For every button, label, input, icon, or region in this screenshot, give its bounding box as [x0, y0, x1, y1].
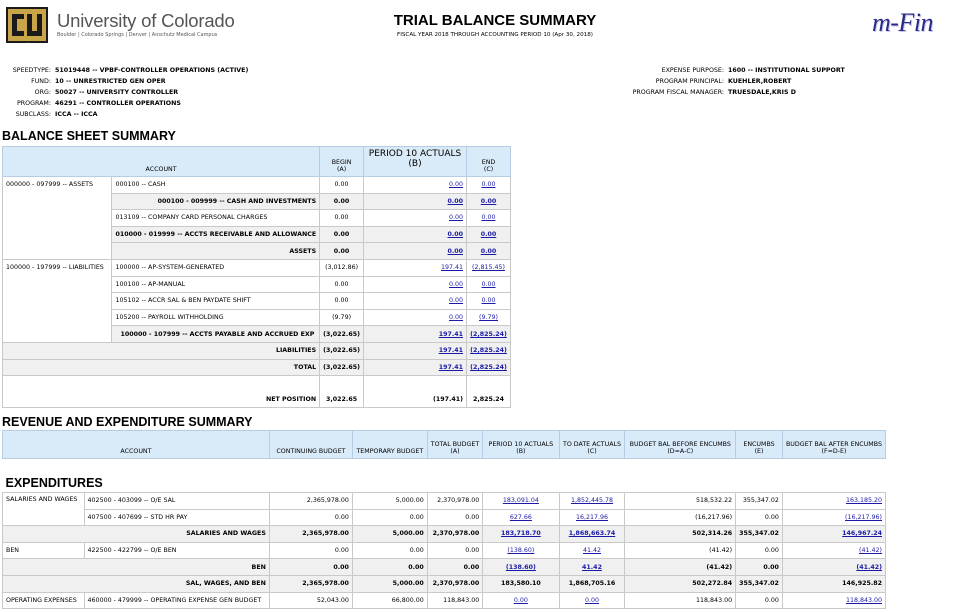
encumbs-cell: 355,347.02 — [736, 575, 783, 592]
end-link[interactable]: (9.79) — [479, 314, 498, 322]
encumbs-cell: 355,347.02 — [736, 493, 783, 510]
encumbs-cell: 0.00 — [736, 559, 783, 576]
total-cell: 0.00 — [427, 559, 482, 576]
end-link[interactable]: 0.00 — [481, 280, 496, 288]
account-cell: 422500 - 422799 -- O/E BEN — [84, 542, 269, 559]
account-cell: BEN — [3, 559, 270, 576]
table-row — [3, 177, 511, 194]
speedtype-info — [0, 65, 248, 120]
period-link[interactable]: 0.00 — [449, 314, 464, 322]
period-link[interactable]: 627.66 — [509, 513, 532, 521]
end-link[interactable]: 0.00 — [480, 197, 497, 205]
account-cell: TOTAL — [3, 359, 320, 376]
todate-cell: 1,868,705.16 — [559, 575, 625, 592]
temp-cell: 5,000.00 — [352, 575, 427, 592]
encumbs-cell: 355,347.02 — [736, 526, 783, 543]
end-link[interactable]: (2,825.24) — [470, 347, 507, 355]
account-cell: 010000 - 019999 -- ACCTS RECEIVABLE AND ALLOWANCE — [112, 226, 320, 243]
end-link[interactable]: 0.00 — [480, 247, 497, 255]
cont-cell: 2,365,978.00 — [269, 493, 352, 510]
net-position-row — [3, 376, 511, 408]
end-link[interactable]: 0.00 — [481, 297, 496, 305]
account-cell: 105102 -- ACCR SAL & BEN PAYDATE SHIFT — [112, 293, 320, 310]
begin-cell: (3,012.86) — [320, 259, 364, 276]
before-cell: (41.42) — [625, 542, 736, 559]
end-link[interactable]: (2,815.45) — [472, 264, 505, 272]
before-cell: 502,314.26 — [625, 526, 736, 543]
period-link[interactable]: 0.00 — [447, 231, 464, 239]
end-link[interactable]: (2,825.24) — [470, 330, 507, 338]
temp-cell: 5,000.00 — [352, 493, 427, 510]
balance-sheet-table — [2, 146, 511, 408]
begin-cell: 0.00 — [320, 210, 364, 227]
info-label: FUND: — [31, 78, 51, 85]
period-link[interactable]: 0.00 — [513, 596, 528, 604]
info-label: EXPENSE PURPOSE: — [661, 67, 724, 74]
info-value: 51019448 -- VPBF-CONTROLLER OPERATIONS (ACTIVE) — [55, 67, 249, 74]
begin-cell: (9.79) — [320, 309, 364, 326]
account-cell: 000100 - 009999 -- CASH AND INVESTMENTS — [112, 193, 320, 210]
period-link[interactable]: 197.41 — [440, 264, 464, 272]
report-title: TRIAL BALANCE SUMMARY — [393, 12, 597, 29]
encumbs-cell: 0.00 — [736, 542, 783, 559]
cu-logo — [5, 6, 49, 44]
info-label: SPEEDTYPE: — [12, 67, 51, 74]
table-row — [3, 575, 886, 592]
before-cell: 502,272.84 — [625, 575, 736, 592]
table-row — [3, 359, 511, 376]
university-name: University of Colorado — [57, 10, 235, 31]
info-label: PROGRAM: — [17, 100, 51, 107]
info-value: TRUESDALE,KRIS D — [728, 89, 796, 96]
period-link[interactable]: 0.00 — [449, 297, 464, 305]
table-row — [3, 592, 886, 609]
begin-cell: (3,022.65) — [320, 326, 364, 343]
begin-cell: 0.00 — [320, 293, 364, 310]
cont-cell: 0.00 — [269, 509, 352, 526]
table-row — [3, 342, 511, 359]
before-cell: 518,532.22 — [625, 493, 736, 510]
col-account: ACCOUNT — [3, 431, 270, 459]
todate-link[interactable]: 16,217.96 — [575, 513, 609, 521]
temp-cell: 0.00 — [352, 542, 427, 559]
svg-text:CU: CU — [27, 43, 29, 44]
report-subtitle: FISCAL YEAR 2018 THROUGH ACCOUNTING PERIOD 10 (Apr 30, 2018) — [397, 32, 593, 38]
col-continuing: CONTINUING BUDGET — [269, 431, 352, 459]
cont-cell: 0.00 — [269, 542, 352, 559]
after-cell: 146,925.82 — [782, 575, 885, 592]
account-cell: 105200 -- PAYROLL WITHHOLDING — [112, 309, 320, 326]
after-link[interactable]: 146,967.24 — [842, 530, 882, 538]
group-label: OPERATING EXPENSES — [3, 592, 85, 609]
period-link[interactable]: 197.41 — [438, 363, 464, 371]
todate-link[interactable]: 41.42 — [582, 547, 602, 555]
after-link[interactable]: (41.42) — [856, 563, 882, 571]
cont-cell: 2,365,978.00 — [269, 526, 352, 543]
period-link[interactable]: (138.60) — [505, 563, 536, 571]
info-value: 46291 -- CONTROLLER OPERATIONS — [55, 100, 181, 107]
expenditures-heading: EXPENDITURES — [3, 459, 886, 493]
table-row — [3, 259, 511, 276]
cont-cell: 52,043.00 — [269, 592, 352, 609]
todate-link[interactable]: 0.00 — [584, 596, 600, 604]
program-info — [600, 65, 845, 98]
begin-cell: (3,022.65) — [320, 342, 364, 359]
period-cell: (197.41) — [363, 376, 466, 408]
before-cell: (41.42) — [625, 559, 736, 576]
col-period: PERIOD 10 ACTUALS (B) — [483, 431, 559, 459]
begin-cell: 0.00 — [320, 226, 364, 243]
begin-cell: 0.00 — [320, 276, 364, 293]
account-cell: 402500 - 403099 -- O/E SAL — [84, 493, 269, 510]
info-value: ICCA -- ICCA — [55, 111, 98, 118]
todate-link[interactable]: 1,852,445.78 — [570, 497, 614, 505]
col-before-encumbs: BUDGET BAL BEFORE ENCUMBS (D=A-C) — [625, 431, 736, 459]
todate-link[interactable]: 1,868,663.74 — [568, 530, 616, 538]
end-link[interactable]: 0.00 — [481, 214, 496, 222]
account-cell: 460000 - 479999 -- OPERATING EXPENSE GEN BUDGET — [84, 592, 269, 609]
period-link[interactable]: 197.41 — [438, 347, 464, 355]
temp-cell: 0.00 — [352, 509, 427, 526]
begin-cell: 3,022.65 — [320, 376, 364, 408]
period-link[interactable]: 183,091.04 — [502, 497, 539, 505]
temp-cell: 66,800.00 — [352, 592, 427, 609]
account-cell: 000100 -- CASH — [112, 177, 320, 194]
after-link[interactable]: 118,843.00 — [845, 596, 882, 604]
before-cell: 118,843.00 — [625, 592, 736, 609]
university-campuses: Boulder | Colorado Springs | Denver | Anschutz Medical Campus — [57, 32, 218, 38]
period-cell: 183,580.10 — [483, 575, 559, 592]
account-cell: 100000 -- AP-SYSTEM-GENERATED — [112, 259, 320, 276]
info-label: ORG: — [34, 89, 51, 96]
after-link[interactable]: 163,185.20 — [845, 497, 882, 505]
group-label: BEN — [3, 542, 85, 559]
period-link[interactable]: 183,718.70 — [500, 530, 541, 538]
info-label: PROGRAM PRINCIPAL: — [655, 78, 724, 85]
period-link[interactable]: (138.60) — [507, 547, 535, 555]
total-cell: 0.00 — [427, 542, 482, 559]
col-end: END (C) — [467, 147, 511, 177]
period-link[interactable]: 0.00 — [449, 181, 464, 189]
col-temporary: TEMPORARY BUDGET — [352, 431, 427, 459]
end-link[interactable]: 0.00 — [480, 231, 497, 239]
after-link[interactable]: (16,217.96) — [845, 513, 882, 521]
group-label: 100000 - 197999 -- LIABILITIES — [3, 259, 112, 342]
info-value: 10 -- UNRESTRICTED GEN OPER — [55, 78, 166, 85]
mfin-logo: m-Fin — [872, 8, 934, 37]
end-cell: 2,825.24 — [467, 376, 511, 408]
todate-link[interactable]: 41.42 — [582, 563, 602, 571]
info-value: KUEHLER,ROBERT — [728, 78, 792, 85]
table-row — [3, 509, 886, 526]
cont-cell: 2,365,978.00 — [269, 575, 352, 592]
table-row — [3, 526, 886, 543]
info-value: 50027 -- UNIVERSITY CONTROLLER — [55, 89, 179, 96]
balance-sheet-title: BALANCE SHEET SUMMARY — [2, 129, 176, 143]
info-label: SUBCLASS: — [15, 111, 51, 118]
col-account: ACCOUNT — [3, 147, 320, 177]
account-cell: ASSETS — [112, 243, 320, 260]
table-row — [3, 559, 886, 576]
info-label: PROGRAM FISCAL MANAGER: — [632, 89, 724, 96]
begin-cell: 0.00 — [320, 177, 364, 194]
before-cell: (16,217.96) — [625, 509, 736, 526]
col-todate: TO DATE ACTUALS (C) — [559, 431, 625, 459]
period-link[interactable]: 0.00 — [449, 214, 464, 222]
col-encumbs: ENCUMBS (E) — [736, 431, 783, 459]
rev-exp-table — [2, 430, 886, 609]
account-cell: SALARIES AND WAGES — [3, 526, 270, 543]
cont-cell: 0.00 — [269, 559, 352, 576]
table-row — [3, 542, 886, 559]
col-after-encumbs: BUDGET BAL AFTER ENCUMBS (F=D-E) — [782, 431, 885, 459]
total-cell: 2,370,978.00 — [427, 575, 482, 592]
end-link[interactable]: (2,825.24) — [470, 363, 507, 371]
info-value: 1600 -- INSTITUTIONAL SUPPORT — [728, 67, 845, 74]
account-cell: 013109 -- COMPANY CARD PERSONAL CHARGES — [112, 210, 320, 227]
total-cell: 2,370,978.00 — [427, 526, 482, 543]
account-cell: 100100 -- AP-MANUAL — [112, 276, 320, 293]
account-cell: 100000 - 107999 -- ACCTS PAYABLE AND ACCRUED EXP — [112, 326, 320, 343]
account-cell: 407500 - 407699 -- STD HR PAY — [84, 509, 269, 526]
account-cell: SAL, WAGES, AND BEN — [3, 575, 270, 592]
after-link[interactable]: (41.42) — [859, 547, 882, 555]
temp-cell: 5,000.00 — [352, 526, 427, 543]
account-cell: LIABILITIES — [3, 342, 320, 359]
begin-cell: (3,022.65) — [320, 359, 364, 376]
total-cell: 2,370,978.00 — [427, 493, 482, 510]
period-link[interactable]: 0.00 — [447, 197, 464, 205]
col-period: PERIOD 10 ACTUALS (B) — [363, 147, 466, 177]
encumbs-cell: 0.00 — [736, 592, 783, 609]
group-label: SALARIES AND WAGES — [3, 493, 85, 526]
begin-cell: 0.00 — [320, 193, 364, 210]
period-link[interactable]: 197.41 — [438, 330, 464, 338]
col-total-budget: TOTAL BUDGET (A) — [427, 431, 482, 459]
period-link[interactable]: 0.00 — [449, 280, 464, 288]
encumbs-cell: 0.00 — [736, 509, 783, 526]
rev-exp-title: REVENUE AND EXPENDITURE SUMMARY — [2, 415, 253, 429]
end-link[interactable]: 0.00 — [481, 181, 496, 189]
temp-cell: 0.00 — [352, 559, 427, 576]
col-begin: BEGIN (A) — [320, 147, 364, 177]
period-link[interactable]: 0.00 — [447, 247, 464, 255]
table-row — [3, 493, 886, 510]
total-cell: 0.00 — [427, 509, 482, 526]
account-cell: NET POSITION — [3, 376, 320, 408]
group-label: 000000 - 097999 -- ASSETS — [3, 177, 112, 260]
begin-cell: 0.00 — [320, 243, 364, 260]
total-cell: 118,843.00 — [427, 592, 482, 609]
